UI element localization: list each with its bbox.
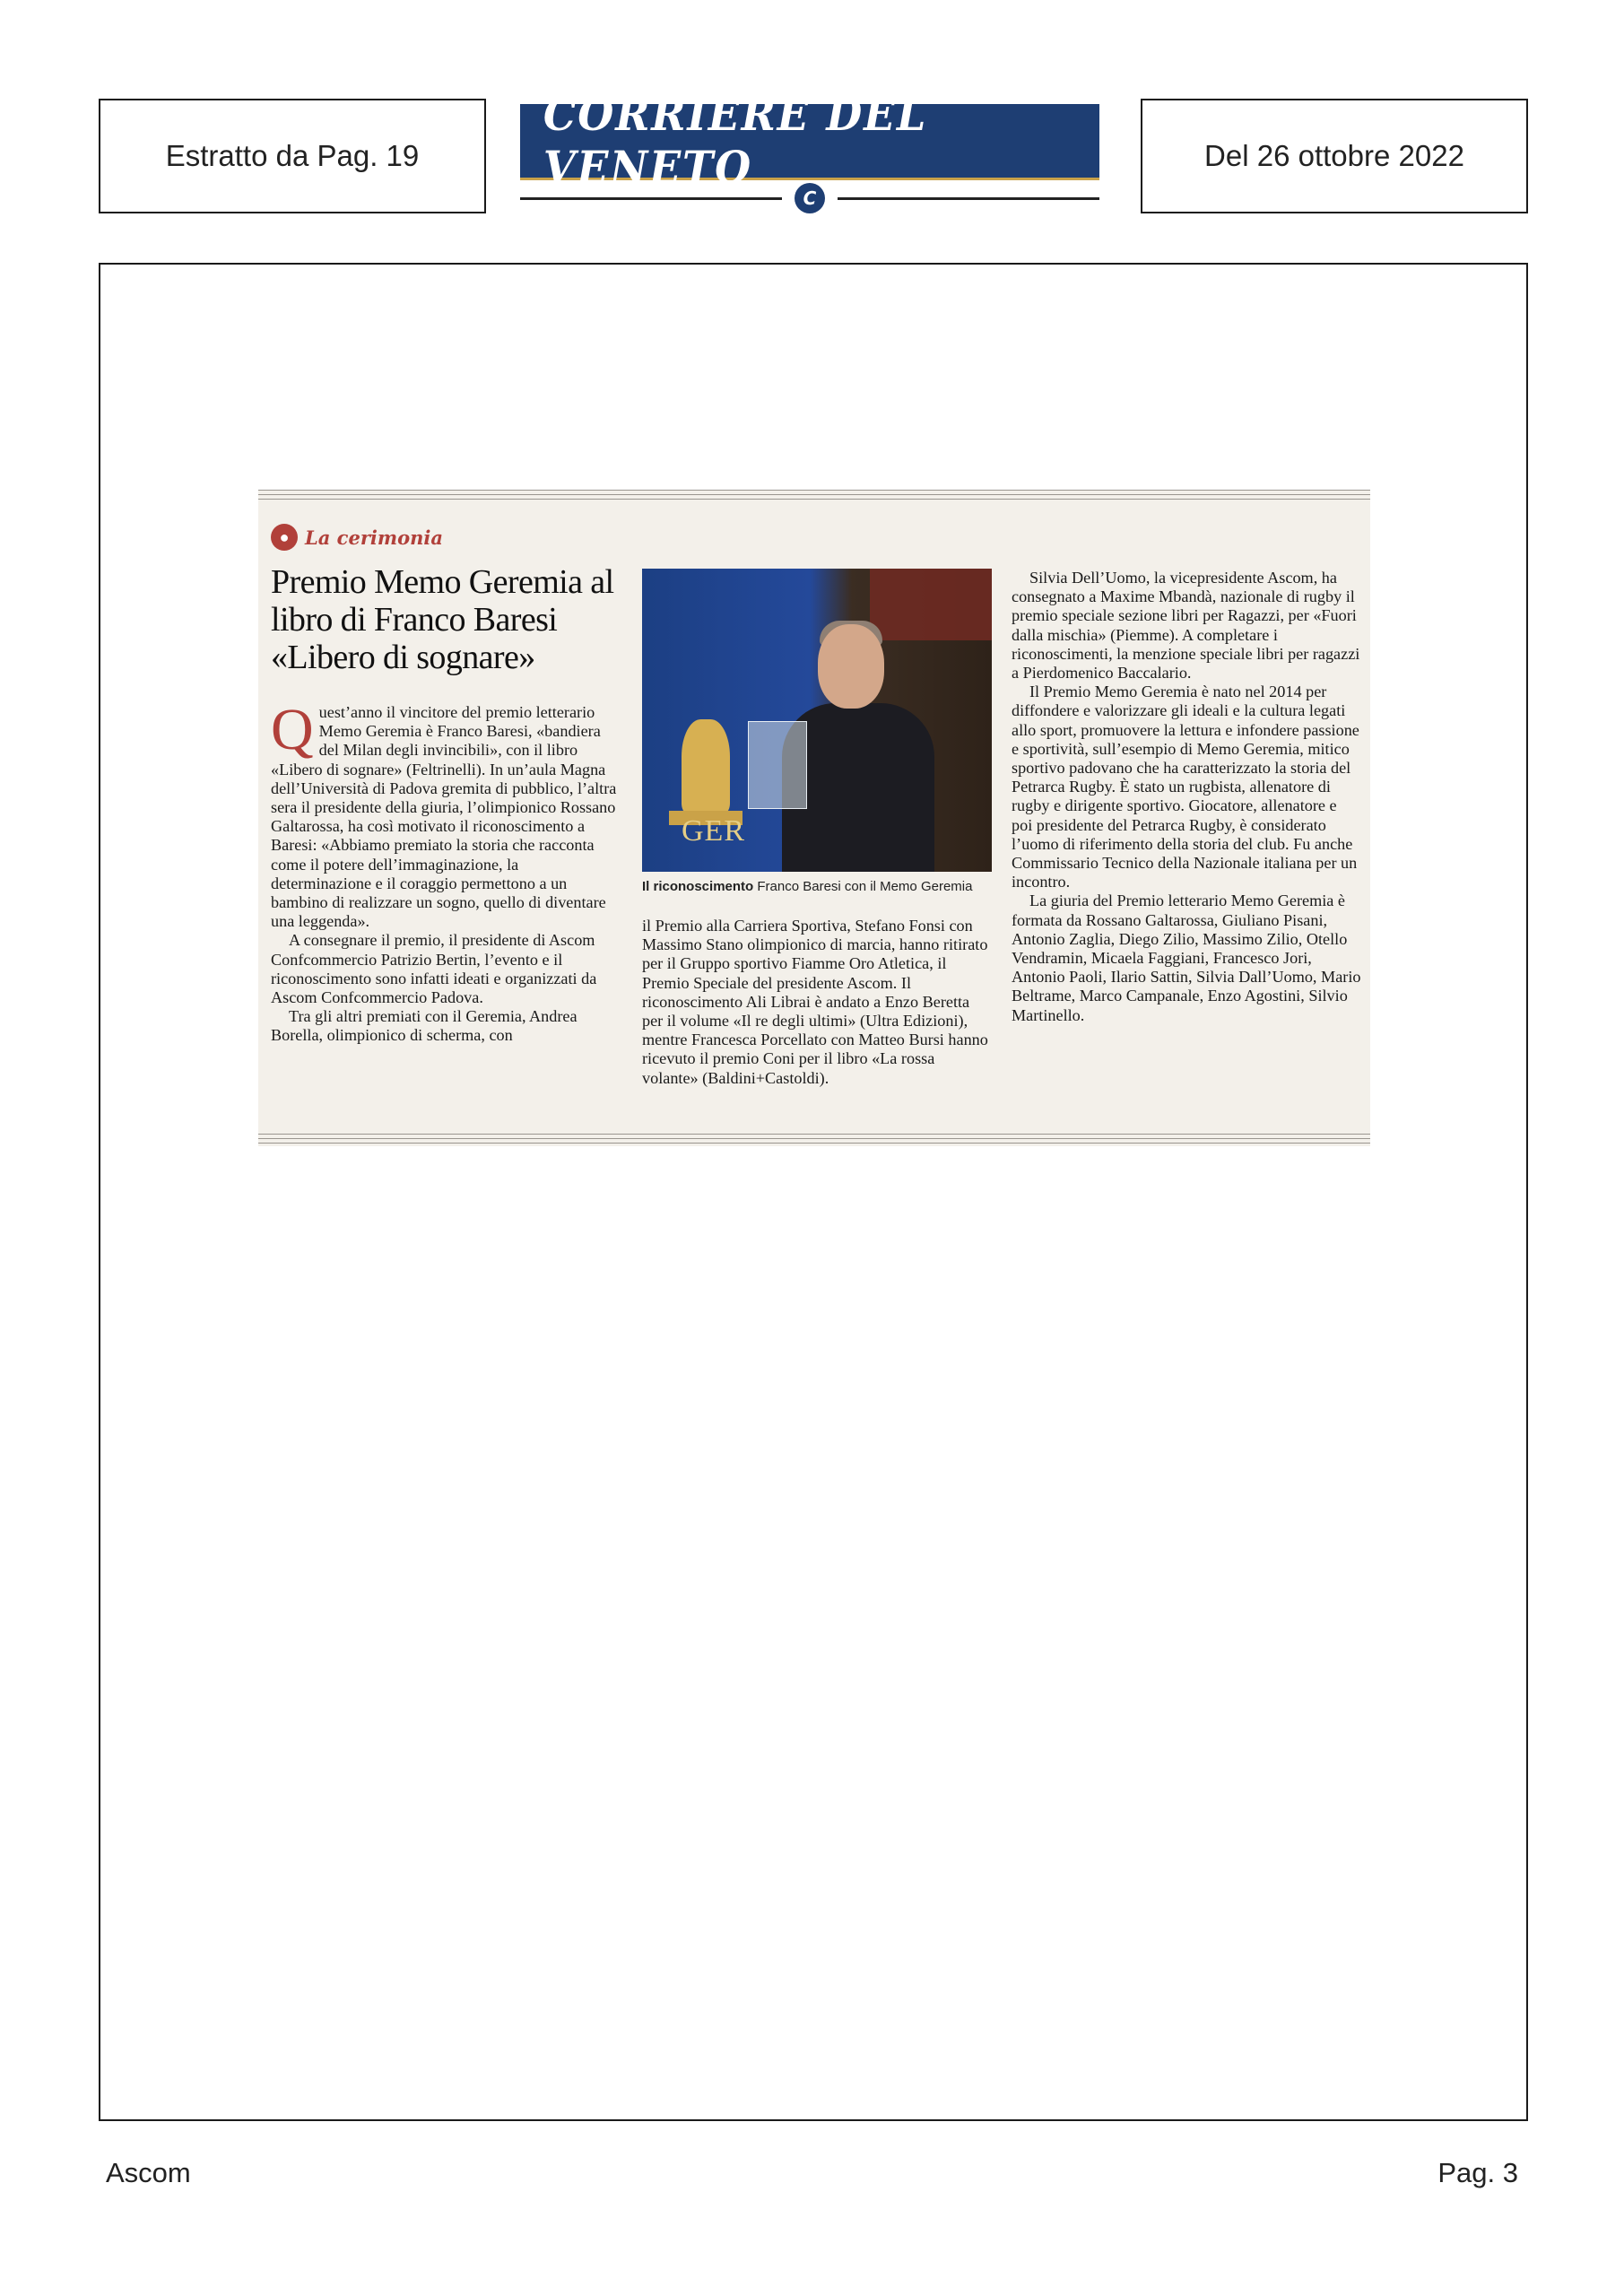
pin-icon: ● <box>271 524 298 551</box>
caption-text: Franco Baresi con il Memo Geremia <box>757 879 973 894</box>
article-column-1 <box>271 697 621 1046</box>
logo-badge-icon: C <box>795 183 825 213</box>
footer-source: Ascom <box>106 2157 191 2188</box>
top-rule <box>258 494 1370 495</box>
bottom-rule <box>258 1138 1370 1139</box>
photo-banner <box>870 569 992 640</box>
photo-statue <box>682 719 730 813</box>
paragraph: La giuria del Premio letterario Memo Geremia è formata da Rossano Galtarossa, Giuliano Pisani, Antonio Zaglia, Diego Zilio, Massimo Zilio, Otello Vendramin, Micaela Faggiani, Francesco Jori, Antonio Paoli, Ilario Sattin, Silvia Dall’Uomo, Mario Beltrame, Marco Campanale, Enzo Agostini, Silvio Martinello. <box>1012 891 1361 1024</box>
top-rule <box>258 499 1370 500</box>
article-clipping <box>258 490 1370 1146</box>
article-photo <box>642 569 992 872</box>
footer-page-number: Pag. 3 <box>1437 2157 1518 2188</box>
logo-rule-right <box>838 197 1099 200</box>
photo-person-head <box>818 624 884 709</box>
article-headline: Premio Memo Geremia al libro di Franco Baresi «Libero di sognare» <box>271 563 614 676</box>
newspaper-logo <box>520 88 1099 221</box>
kicker <box>271 524 443 551</box>
bottom-rule <box>258 1134 1370 1135</box>
photo-backdrop-text: GER <box>682 814 745 848</box>
paragraph: Tra gli altri premiati con il Geremia, Andrea Borella, olimpionico di scherma, con <box>271 1007 578 1045</box>
article-column-3 <box>1012 569 1361 1025</box>
paragraph: uest’anno il vincitore del premio letterario Memo Geremia è Franco Baresi, «bandiera del Milan degli invincibili», con il libro «Libero di sognare» (Feltrinelli). In un’aula Magna dell’Università di Padova gremita di pubblico, l’altra sera il presidente della giuria, l’olimpionico Rossano Galtarossa, ha così motivato il riconoscimento a Baresi: «Abbiamo premiato la storia che racconta come il potere dell’immaginazione, la determinazione e il coraggio permettono a un bambino di realizzare un sogno, quello di diventare una leggenda». <box>271 703 617 931</box>
photo-caption <box>642 879 1001 894</box>
logo-rule-left <box>520 197 782 200</box>
bottom-rule <box>258 1143 1370 1144</box>
kicker-label: La cerimonia <box>305 526 443 549</box>
caption-title: Il riconoscimento <box>642 879 754 894</box>
paragraph: A consegnare il premio, il presidente di Ascom Confcommercio Patrizio Bertin, l’evento e il riconoscimento sono infatti ideati e organizzati da Ascom Confcommercio Padova. <box>271 931 597 1007</box>
article-column-2 <box>642 917 992 1088</box>
date-label: Del 26 ottobre 2022 <box>1204 139 1464 172</box>
date-box <box>1141 99 1528 213</box>
photo-trophy <box>748 721 807 809</box>
top-rule <box>258 490 1370 491</box>
extract-page-box <box>99 99 486 213</box>
paragraph: Il Premio Memo Geremia è nato nel 2014 per diffondere e valorizzare gli ideali e la cultura legati allo sport, promuovere la lettura e infondere passione e sportività, sull’esempio di Memo Geremia, mitico sportivo padovano che ha caratterizzato la storia del Petrarca Rugby. È stato un rugbista, allenatore di rugby e dirigente sportivo. Giocatore, allenatore e poi presidente del Petrarca Rugby, è considerato l’uomo di riferimento della storia del club. Fu anche Commissario Tecnico della Nazionale italiana per un incontro. <box>1012 683 1359 891</box>
dropcap: Q <box>271 697 314 762</box>
paragraph: Silvia Dell’Uomo, la vicepresidente Ascom, ha consegnato a Maxime Mbandà, nazionale di rugby il premio speciale sezione libri per Ragazzi, per «Fuori dalla mischia» (Piemme). A completare i riconoscimenti, la menzione speciale libri per ragazzi a Pierdomenico Baccalario. <box>1012 569 1360 683</box>
logo-text: CORRIERE DEL VENETO <box>543 88 928 194</box>
paragraph: il Premio alla Carriera Sportiva, Stefano Fonsi con Massimo Stano olimpionico di marcia, hanno ritirato per il Gruppo sportivo Fiamme Oro Atletica, il Premio Speciale del presidente Ascom. Il riconoscimento Ali Librai è andato a Enzo Beretta per il volume «Il re degli ultimi» (Ultra Edizioni), mentre Francesca Porcellato con Matteo Bursi hanno ricevuto il premio Coni per il libro «La rossa volante» (Baldini+Castoldi). <box>642 917 988 1087</box>
logo-band <box>520 88 1099 194</box>
extract-page-label: Estratto da Pag. 19 <box>165 139 420 172</box>
